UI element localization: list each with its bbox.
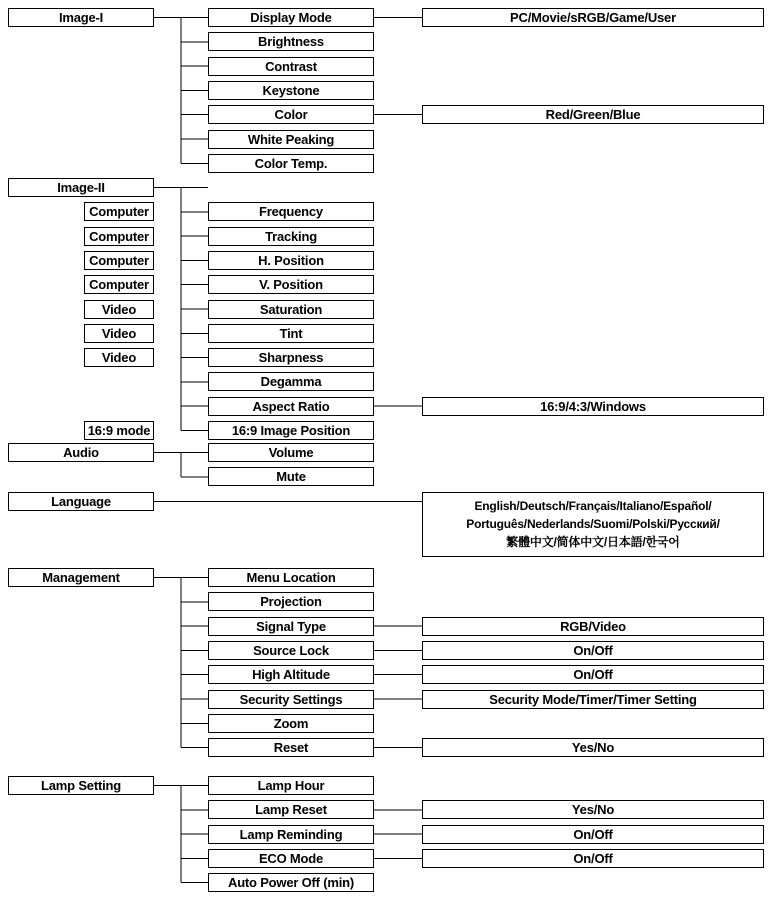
source-tag-video: Video bbox=[84, 324, 154, 343]
menu-item-contrast: Contrast bbox=[208, 57, 374, 76]
menu-item-high-altitude: High Altitude bbox=[208, 665, 374, 684]
menu-item-keystone: Keystone bbox=[208, 81, 374, 100]
options-aspect-ratio: 16:9/4:3/Windows bbox=[422, 397, 764, 416]
menu-item-security-settings: Security Settings bbox=[208, 690, 374, 709]
language-options bbox=[422, 492, 764, 557]
menu-item-color: Color bbox=[208, 105, 374, 124]
category-lamp-setting: Lamp Setting bbox=[8, 776, 154, 795]
mode-tag-16-9: 16:9 mode bbox=[84, 421, 154, 440]
menu-item-projection: Projection bbox=[208, 592, 374, 611]
source-tag-computer: Computer bbox=[84, 251, 154, 270]
category-audio: Audio bbox=[8, 443, 154, 462]
language-options-line: English/Deutsch/Français/Italiano/Español/ bbox=[474, 498, 712, 513]
menu-item-lamp-reminding: Lamp Reminding bbox=[208, 825, 374, 844]
options-signal-type: RGB/Video bbox=[422, 617, 764, 636]
category-management: Management bbox=[8, 568, 154, 587]
options-lamp-reset: Yes/No bbox=[422, 800, 764, 819]
source-tag-video: Video bbox=[84, 348, 154, 367]
menu-item-tint: Tint bbox=[208, 324, 374, 343]
options-security-settings: Security Mode/Timer/Timer Setting bbox=[422, 690, 764, 709]
menu-item-h-position: H. Position bbox=[208, 251, 374, 270]
options-display-mode: PC/Movie/sRGB/Game/User bbox=[422, 8, 764, 27]
language-options-line: Português/Nederlands/Suomi/Polski/Русский/ bbox=[466, 516, 720, 531]
menu-item-16-9-image-position: 16:9 Image Position bbox=[208, 421, 374, 440]
options-eco-mode: On/Off bbox=[422, 849, 764, 868]
menu-item-reset: Reset bbox=[208, 738, 374, 757]
source-tag-video: Video bbox=[84, 300, 154, 319]
menu-item-display-mode: Display Mode bbox=[208, 8, 374, 27]
menu-item-signal-type: Signal Type bbox=[208, 617, 374, 636]
menu-item-v-position: V. Position bbox=[208, 275, 374, 294]
menu-item-source-lock: Source Lock bbox=[208, 641, 374, 660]
source-tag-computer: Computer bbox=[84, 275, 154, 294]
menu-item-tracking: Tracking bbox=[208, 227, 374, 246]
options-high-altitude: On/Off bbox=[422, 665, 764, 684]
menu-item-white-peaking: White Peaking bbox=[208, 130, 374, 149]
language-options-line: 繁體中文/简体中文/日本語/한국어 bbox=[506, 534, 680, 549]
menu-item-frequency: Frequency bbox=[208, 202, 374, 221]
category-image-ii: Image-II bbox=[8, 178, 154, 197]
options-source-lock: On/Off bbox=[422, 641, 764, 660]
menu-item-saturation: Saturation bbox=[208, 300, 374, 319]
options-lamp-reminding: On/Off bbox=[422, 825, 764, 844]
menu-item-zoom: Zoom bbox=[208, 714, 374, 733]
source-tag-computer: Computer bbox=[84, 227, 154, 246]
menu-item-auto-power-off-min: Auto Power Off (min) bbox=[208, 873, 374, 892]
menu-item-lamp-reset: Lamp Reset bbox=[208, 800, 374, 819]
options-reset: Yes/No bbox=[422, 738, 764, 757]
options-color: Red/Green/Blue bbox=[422, 105, 764, 124]
menu-item-menu-location: Menu Location bbox=[208, 568, 374, 587]
menu-item-eco-mode: ECO Mode bbox=[208, 849, 374, 868]
menu-item-lamp-hour: Lamp Hour bbox=[208, 776, 374, 795]
source-tag-computer: Computer bbox=[84, 202, 154, 221]
menu-item-color-temp: Color Temp. bbox=[208, 154, 374, 173]
menu-item-brightness: Brightness bbox=[208, 32, 374, 51]
menu-item-sharpness: Sharpness bbox=[208, 348, 374, 367]
menu-item-degamma: Degamma bbox=[208, 372, 374, 391]
menu-item-volume: Volume bbox=[208, 443, 374, 462]
menu-item-aspect-ratio: Aspect Ratio bbox=[208, 397, 374, 416]
category-language: Language bbox=[8, 492, 154, 511]
category-image-i: Image-I bbox=[8, 8, 154, 27]
menu-item-mute: Mute bbox=[208, 467, 374, 486]
